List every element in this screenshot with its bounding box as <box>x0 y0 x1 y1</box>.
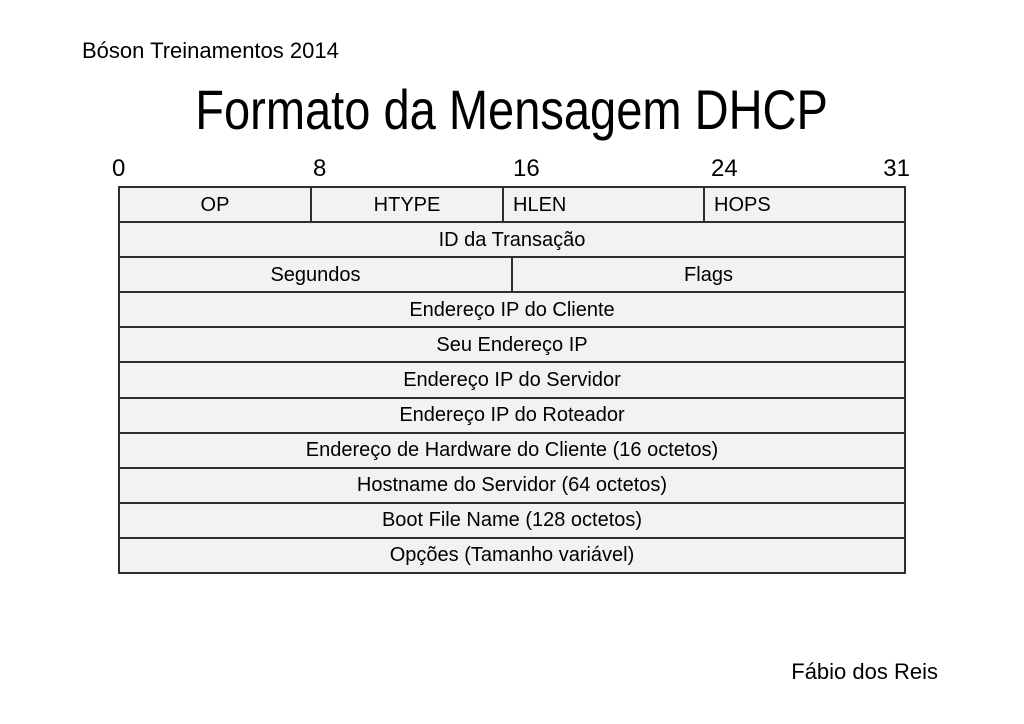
bit-label-8: 8 <box>313 155 327 182</box>
author-text: Fábio dos Reis <box>791 659 938 684</box>
field-cell: Endereço IP do Servidor <box>403 369 621 392</box>
table-row <box>120 432 904 467</box>
field-cell: Endereço de Hardware do Cliente (16 octetos) <box>305 439 719 462</box>
table-row <box>120 221 904 256</box>
bit-label-16: 16 <box>513 155 540 182</box>
bit-label-0: 0 <box>112 155 126 182</box>
field-cell: Hostname do Servidor (64 octetos) <box>356 474 668 497</box>
field-cell: Boot File Name (128 octetos) <box>381 509 643 532</box>
field-cell: HLEN <box>502 188 703 221</box>
field-cell: Endereço IP do Roteador <box>399 404 625 427</box>
field-cell: Seu Endereço IP <box>436 333 588 356</box>
page-title: Formato da Mensagem DHCP <box>195 78 829 141</box>
table-row <box>120 188 904 221</box>
field-cell: HTYPE <box>310 188 502 221</box>
table-row <box>120 397 904 432</box>
bit-label-31: 31 <box>883 155 910 182</box>
message-format-table <box>118 186 906 574</box>
field-cell: OP <box>200 193 230 216</box>
bit-label-24: 24 <box>711 155 738 182</box>
title-wrap <box>0 78 1024 141</box>
table-row <box>120 537 904 572</box>
field-cell: HOPS <box>703 188 904 221</box>
table-row <box>120 361 904 396</box>
field-cell: Flags <box>511 258 904 291</box>
table-row <box>120 502 904 537</box>
field-cell: Opções (Tamanho variável) <box>389 544 635 567</box>
table-row <box>120 467 904 502</box>
dhcp-message-format-diagram <box>112 153 910 574</box>
brand-text: Bóson Treinamentos 2014 <box>82 38 339 63</box>
table-row <box>120 291 904 326</box>
field-cell: Segundos <box>270 263 361 286</box>
table-row <box>120 256 904 291</box>
bit-ruler <box>112 153 910 186</box>
field-cell: ID da Transação <box>438 228 586 251</box>
field-cell: Endereço IP do Cliente <box>409 298 615 321</box>
table-row <box>120 326 904 361</box>
